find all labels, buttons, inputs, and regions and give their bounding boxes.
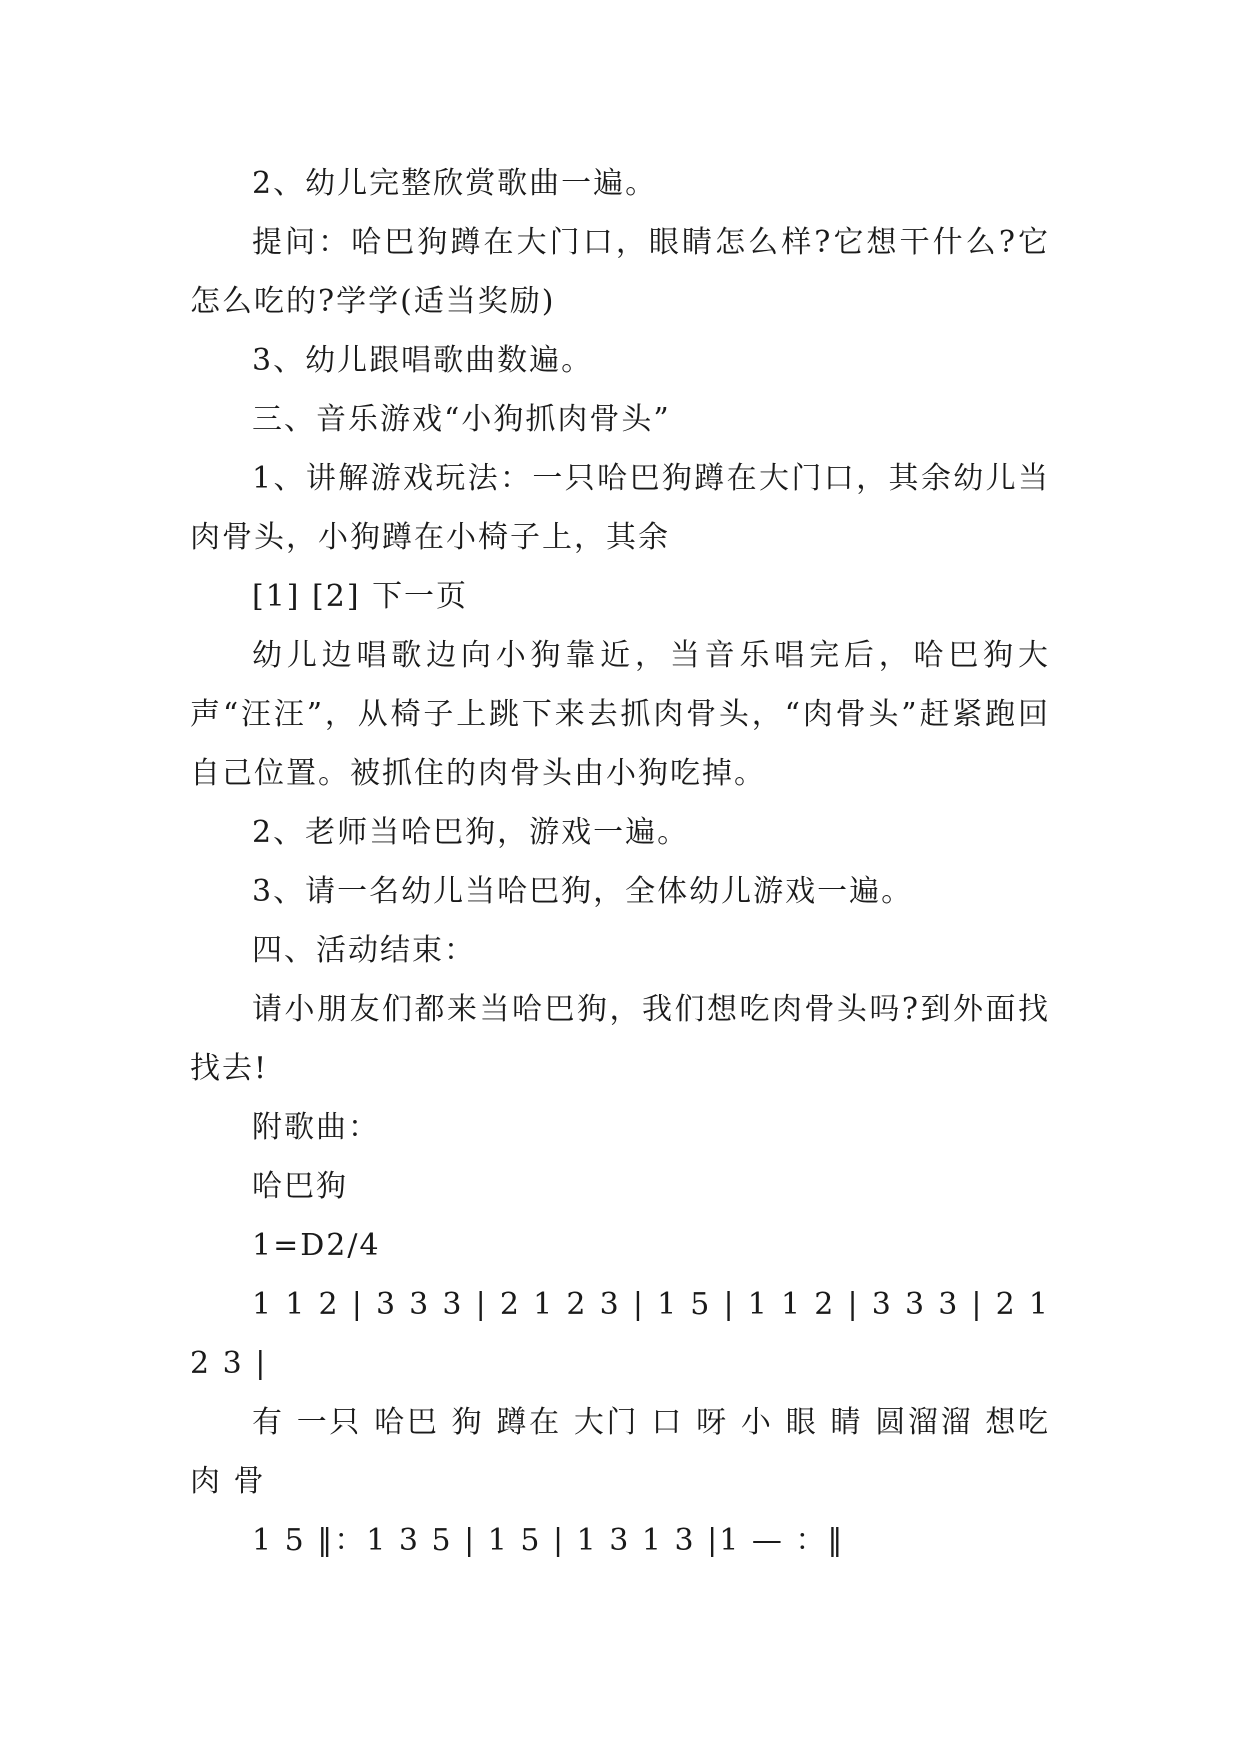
section-heading-music-game: 三、音乐游戏“小狗抓肉骨头” bbox=[252, 402, 671, 437]
paragraph-8: 2、老师当哈巴狗，游戏一遍。 bbox=[252, 815, 690, 850]
paragraph-2: 提问：哈巴狗蹲在大门口，眼睛怎么样?它想干什么?它怎么吃的?学学(适当奖励) bbox=[190, 225, 1050, 319]
paragraph-7: 幼儿边唱歌边向小狗靠近，当音乐唱完后，哈巴狗大声“汪汪”，从椅子上跳下来去抓肉骨头，“肉骨头”赶紧跑回自己位置。被抓住的肉骨头由小狗吃掉。 bbox=[190, 638, 1050, 791]
song-lyrics-line-1: 有 一只 哈巴 狗 蹲在 大门 口 呀 小 眼 睛 圆溜溜 想吃 肉 骨 bbox=[190, 1405, 1062, 1499]
paragraph-5: 1、讲解游戏玩法：一只哈巴狗蹲在大门口，其余幼儿当肉骨头，小狗蹲在小椅子上，其余 bbox=[190, 461, 1050, 555]
song-title: 哈巴狗 bbox=[252, 1169, 348, 1204]
song-notation-line-1: 1 1 2 | 3 3 3 | 2 1 2 3 | 1 5 | 1 1 2 | 3 3 3 | 2 1 2 3 | bbox=[190, 1287, 1062, 1381]
document-body bbox=[190, 154, 1062, 1570]
song-key: 1=D2/4 bbox=[252, 1228, 381, 1263]
paragraph-1: 2、幼儿完整欣赏歌曲一遍。 bbox=[252, 166, 658, 201]
paragraph-11: 请小朋友们都来当哈巴狗，我们想吃肉骨头吗?到外面找找去! bbox=[190, 992, 1050, 1086]
pagination-links[interactable]: [1] [2] 下一页 bbox=[252, 579, 469, 614]
paragraph-9: 3、请一名幼儿当哈巴狗，全体幼儿游戏一遍。 bbox=[252, 874, 914, 909]
section-heading-activity-end: 四、活动结束： bbox=[252, 933, 476, 968]
song-appendix-label: 附歌曲： bbox=[252, 1110, 380, 1145]
paragraph-3: 3、幼儿跟唱歌曲数遍。 bbox=[252, 343, 594, 378]
song-notation-line-2: 1 5 ‖：1 3 5 | 1 5 | 1 3 1 3 |1 — ：‖ bbox=[252, 1523, 845, 1558]
